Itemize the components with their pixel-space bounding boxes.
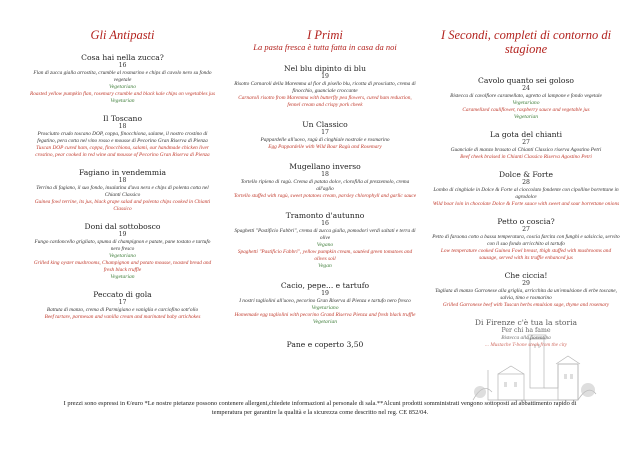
dish-tag: Vegetariano — [512, 100, 540, 106]
dish-item — [432, 217, 620, 262]
dish-item — [232, 120, 418, 151]
dish-description: Lombo di cinghiale in Dolce & Forte al cioccolato fondente con cipolline borrettane in agrodolce — [433, 187, 619, 200]
dish-name: Cacio, pepe... e tartufo — [280, 281, 370, 290]
dish-english: Grilled Garronese beef with Tuscan herbs emulsion sage, thyme and rosemary — [442, 302, 610, 308]
dish-english: Homemade egg tagliolini with pecorino Grand Riserva Pienza and fresh black truffle — [234, 312, 416, 318]
dish-name: Dolce & Forte — [498, 170, 554, 179]
dish-item — [432, 318, 620, 349]
dish-item — [432, 271, 620, 309]
dish-item — [30, 53, 215, 105]
dish-english: Grilled king oyster mushrooms, Champignon and potato mousse, toasted bread and fresh black truffle — [33, 260, 212, 273]
dish-price: 28 — [522, 179, 530, 186]
dish-description: Terrina di fagiano, il suo fondo, insalatina d'uva nera e chips di polenta cotta nel Chianti Classico — [36, 185, 209, 198]
dish-tag: Vegetariano — [311, 305, 339, 311]
dish-english: Beef cheek braised in Chianti Classico Riserva Agostino Petri — [460, 154, 592, 160]
dish-price: 16 — [321, 220, 329, 227]
antipasti-title: Gli Antipasti — [90, 28, 155, 42]
dish-description: Prosciutto crudo toscano DOP, coppa, finocchiona, salame, il nostro crostino di fegatino, pera cotta nel vino rosso e mousse di Pecorino Gran Riserva di Pienza — [37, 131, 208, 144]
footer-note — [30, 399, 610, 417]
dish-english: ... Mustache T-bone steak from the city — [485, 342, 567, 348]
dish-english: Guinea fowl terrine, its jus, black grape salad and polenta chips cooked in Chianti Classico — [34, 199, 211, 212]
dish-name: Un Classico — [302, 120, 348, 129]
dish-item — [232, 211, 418, 270]
dish-description: Tortello ripieno di ragù. Crema di patata dolce, clorofilla al prezzemolo, crema all'aglio — [240, 179, 410, 192]
dish-price: 27 — [522, 139, 530, 146]
dish-description: Battuta di manzo, crema di Parmigiano e vaniglia e carciofino sott'olio — [46, 307, 199, 313]
footer-line-2: temperatura per garantire la qualità e la sicurezza come descritto nel reg. CE 852/04. — [211, 409, 429, 416]
dish-price: 19 — [321, 290, 329, 297]
dish-name: Cosa hai nella zucca? — [81, 53, 164, 62]
dish-name: Nel blu dipinto di blu — [284, 64, 366, 73]
dish-item — [232, 162, 418, 200]
dish-price: 24 — [522, 85, 530, 92]
dish-description: Spaghetti "Pastificio Fabbri", crema di zucca gialla, pomodori verdi saltati e terra di olive — [234, 228, 416, 241]
antipasti-column — [30, 28, 215, 321]
dish-tag-english: Vegetarian — [110, 98, 135, 104]
dish-name: Petto o coscia? — [497, 217, 555, 226]
dish-item — [432, 170, 620, 208]
dish-price: 18 — [118, 177, 127, 184]
dish-price: 29 — [522, 280, 530, 287]
dish-name: Tramonto d'autunno — [285, 211, 365, 220]
dish-tag-english: Vegan — [318, 263, 332, 269]
dish-tag-english: Vegetarian — [513, 114, 539, 120]
dish-name: Mugellano inverso — [289, 162, 361, 171]
dish-price: 19 — [118, 231, 127, 238]
dish-name: La gota del chianti — [489, 130, 563, 139]
cover-charge: Pane e coperto 3,50 — [286, 340, 364, 349]
dish-tag: Vegetariano — [108, 253, 137, 259]
dish-description: Bistecca di cavolfiore caramellato, agretto al lampone e fondo vegetale — [450, 93, 602, 99]
dish-tag-english: Vegetarian — [312, 319, 338, 325]
dish-price: Per chi ha fame — [501, 327, 551, 334]
dish-name: Cavolo quanto sei goloso — [478, 76, 574, 85]
dish-name: Peccato di gola — [93, 290, 152, 299]
dish-price: 19 — [321, 73, 329, 80]
dish-english: Beef tartare, parmesan and vanilla cream and marinated baby artichokes — [44, 314, 201, 320]
secondi-column — [432, 28, 620, 349]
dish-tag: Vegano — [316, 242, 334, 248]
dish-item — [30, 290, 215, 321]
dish-english: Wild boar loin in chocolate Dolce & Forte sauce with sweet and sour borrettane onions — [432, 201, 620, 207]
dish-name: Fagiano in vendemmia — [78, 168, 167, 177]
primi-subtitle: La pasta fresca è tutta fatta in casa da noi — [253, 42, 397, 52]
primi-title: I Primi — [307, 28, 343, 42]
dish-description: Tagliata di manzo Garronese alla griglia, arricchita da un'emulsione di erbe toscane, salvia, timo e rosmarino — [435, 288, 617, 301]
dish-english: Tuscan DOP cured ham, coppa, finocchiona, salami, our handmade chicken liver crostino, pear cooked in red wine and mousse of Pecorino Gran Riserva di Pienza — [35, 145, 210, 158]
dish-english: Carnaroli risotto from Maremma with butterfly pea flowers, cured ham reduction, fennel cream and crispy pork cheek — [238, 95, 412, 108]
dish-english: Spaghetti "Pastificio Fabbri", yellow pumpkin cream, sautéed green tomatoes and olives soil — [237, 249, 413, 262]
dish-tag-english: Vegetarian — [110, 274, 135, 280]
dish-english: Tortello stuffed with ragù, sweet potatoes cream, parsley chlorophyll and garlic sauce — [233, 193, 417, 199]
dish-description: Pappardelle all'uovo, ragù di cinghiale nostrale e rosmarino — [260, 137, 390, 143]
primi-column — [232, 28, 418, 349]
dish-description: Bistecca alla fiorentina — [501, 335, 551, 341]
dish-price: 27 — [522, 226, 530, 233]
dish-item — [232, 64, 418, 109]
dish-english: Low temperature cooked Guinea Fowl breast, thigh stuffed with mushrooms and sausage, served with its truffle enhanced jus — [440, 248, 612, 261]
dish-item — [30, 168, 215, 213]
footer-line-1: I prezzi sono espressi in €/euro *Le nostre pietanze possono contenere allergeni,chiedete informazioni al personale di sala.**Alcuni prodotti somministrati vengono sottoposti ad abbattimento rapido di — [63, 400, 577, 407]
dish-english: Egg Pappardelle with Wild Boar Ragù and Rosemary — [268, 144, 382, 150]
secondi-title: I Secondi, completi di contorno di stagione — [440, 28, 612, 56]
dish-item — [30, 222, 215, 281]
dish-description: Flan di zucca gialla arrostita, crumble al rosmarino e chips di cavolo nero su fondo vegetale — [33, 70, 212, 83]
dish-price: 17 — [321, 129, 329, 136]
dish-english: Roasted yellow pumpkin flan, rosemary crumble and black kale chips on vegetables jus — [30, 91, 216, 97]
dish-price: 18 — [118, 123, 127, 130]
dish-item — [232, 281, 418, 326]
dish-item — [432, 130, 620, 161]
dish-description: Fungo cardoncello grigliato, spuma di champignon e patate, pane tostato e tartufo nero fresco — [34, 239, 211, 252]
dish-price: 18 — [321, 171, 329, 178]
dish-item — [30, 114, 215, 159]
dish-description: Petto di faraona cotto a bassa temperatura, coscia farcita con funghi e salsiccia, servito con il suo fondo arricchito al tartufo — [432, 234, 620, 247]
dish-name: Che ciccia! — [504, 271, 548, 280]
dish-price: 17 — [118, 299, 127, 306]
dish-description: Risotto Carnaroli della Maremma al fior di pisello blu, ricotta di prosciutto, crema di finocchio, guanciale croccante — [234, 81, 416, 94]
dish-description: Guanciale di manzo brasato al Chianti Classico riserva Agostino Petri — [450, 147, 602, 153]
dish-item — [432, 76, 620, 121]
dish-english: Caramelized cauliflower, raspberry sauce and vegetable jus — [462, 107, 590, 113]
dish-tag: Vegetariano — [108, 84, 137, 90]
dish-name: Doni dal sottobosco — [84, 222, 161, 231]
dish-name: Di Firenze c'è tua la storia — [474, 318, 578, 327]
dish-name: Il Toscano — [102, 114, 143, 123]
dish-description: I nostri tagliolini all'uovo, pecorino Gran Riserva di Pienza e tartufo nero fresco — [239, 298, 411, 304]
dish-price: 16 — [118, 62, 127, 69]
